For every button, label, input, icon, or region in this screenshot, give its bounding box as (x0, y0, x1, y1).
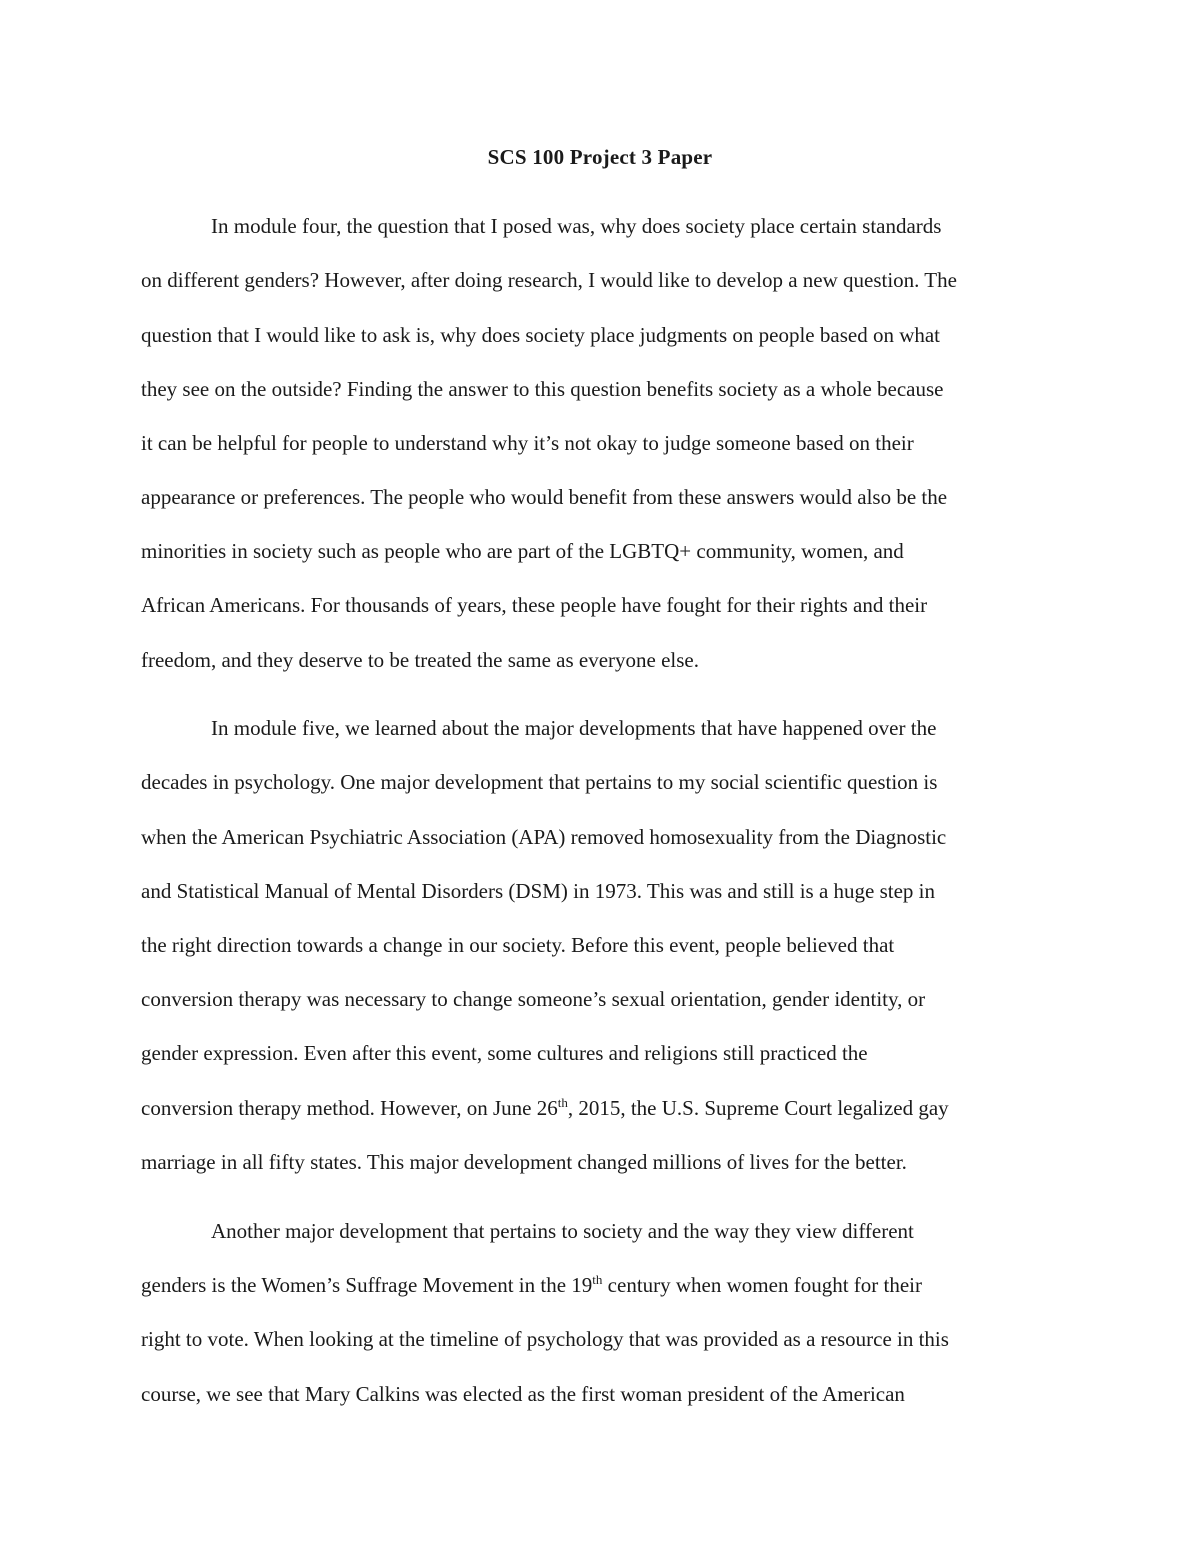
paragraph-2-line: marriage in all fifty states. This major development changed millions of lives for the better. (141, 1150, 907, 1174)
paragraph-3-line: right to vote. When looking at the timeline of psychology that was provided as a resource in this (141, 1327, 949, 1351)
paragraph-2-line: decades in psychology. One major development that pertains to my social scientific question is (141, 770, 938, 794)
paragraph-3-line: course, we see that Mary Calkins was elected as the first woman president of the American (141, 1382, 905, 1406)
paragraph-2-line: the right direction towards a change in our society. Before this event, people believed that (141, 933, 895, 957)
text-run: genders is the Women’s Suffrage Movement in the 19 (141, 1273, 593, 1297)
paragraph-1-line: appearance or preferences. The people who would benefit from these answers would also be the (141, 485, 948, 509)
paragraph-1-line: African Americans. For thousands of years, these people have fought for their rights and their (141, 593, 928, 617)
text-run: century when women fought for their (602, 1273, 922, 1297)
text-run: conversion therapy method. However, on June 26 (141, 1096, 558, 1120)
paragraph-1-line: In module four, the question that I posed was, why does society place certain standards (211, 214, 942, 238)
paragraph-3-line (141, 1271, 922, 1299)
paragraph-1-line: on different genders? However, after doing research, I would like to develop a new question. The (141, 268, 957, 292)
paragraph-1-line: they see on the outside? Finding the answer to this question benefits society as a whole because (141, 377, 944, 401)
text-run: , 2015, the U.S. Supreme Court legalized gay (567, 1096, 949, 1120)
paragraph-2-line: and Statistical Manual of Mental Disorders (DSM) in 1973. This was and still is a huge step in (141, 879, 936, 903)
paragraph-2-line: In module five, we learned about the major developments that have happened over the (211, 716, 937, 740)
paragraph-1-line: freedom, and they deserve to be treated the same as everyone else. (141, 648, 699, 672)
paragraph-2-line: conversion therapy was necessary to change someone’s sexual orientation, gender identity, or (141, 987, 926, 1011)
paragraph-2-line: when the American Psychiatric Association (APA) removed homosexuality from the Diagnostic (141, 825, 947, 849)
paragraph-2-line (141, 1094, 949, 1122)
paragraph-1-line: question that I would like to ask is, why does society place judgments on people based on what (141, 323, 941, 347)
paragraph-3-line: Another major development that pertains to society and the way they view different (211, 1219, 914, 1243)
paragraph-1-line: minorities in society such as people who are part of the LGBTQ+ community, women, and (141, 539, 904, 563)
document-title: SCS 100 Project 3 Paper (487, 145, 713, 169)
superscript: th (592, 1272, 603, 1287)
paragraph-1-line: it can be helpful for people to understand why it’s not okay to judge someone based on their (141, 431, 914, 455)
superscript: th (557, 1095, 568, 1110)
paragraph-2-line: gender expression. Even after this event, some cultures and religions still practiced the (141, 1041, 868, 1065)
